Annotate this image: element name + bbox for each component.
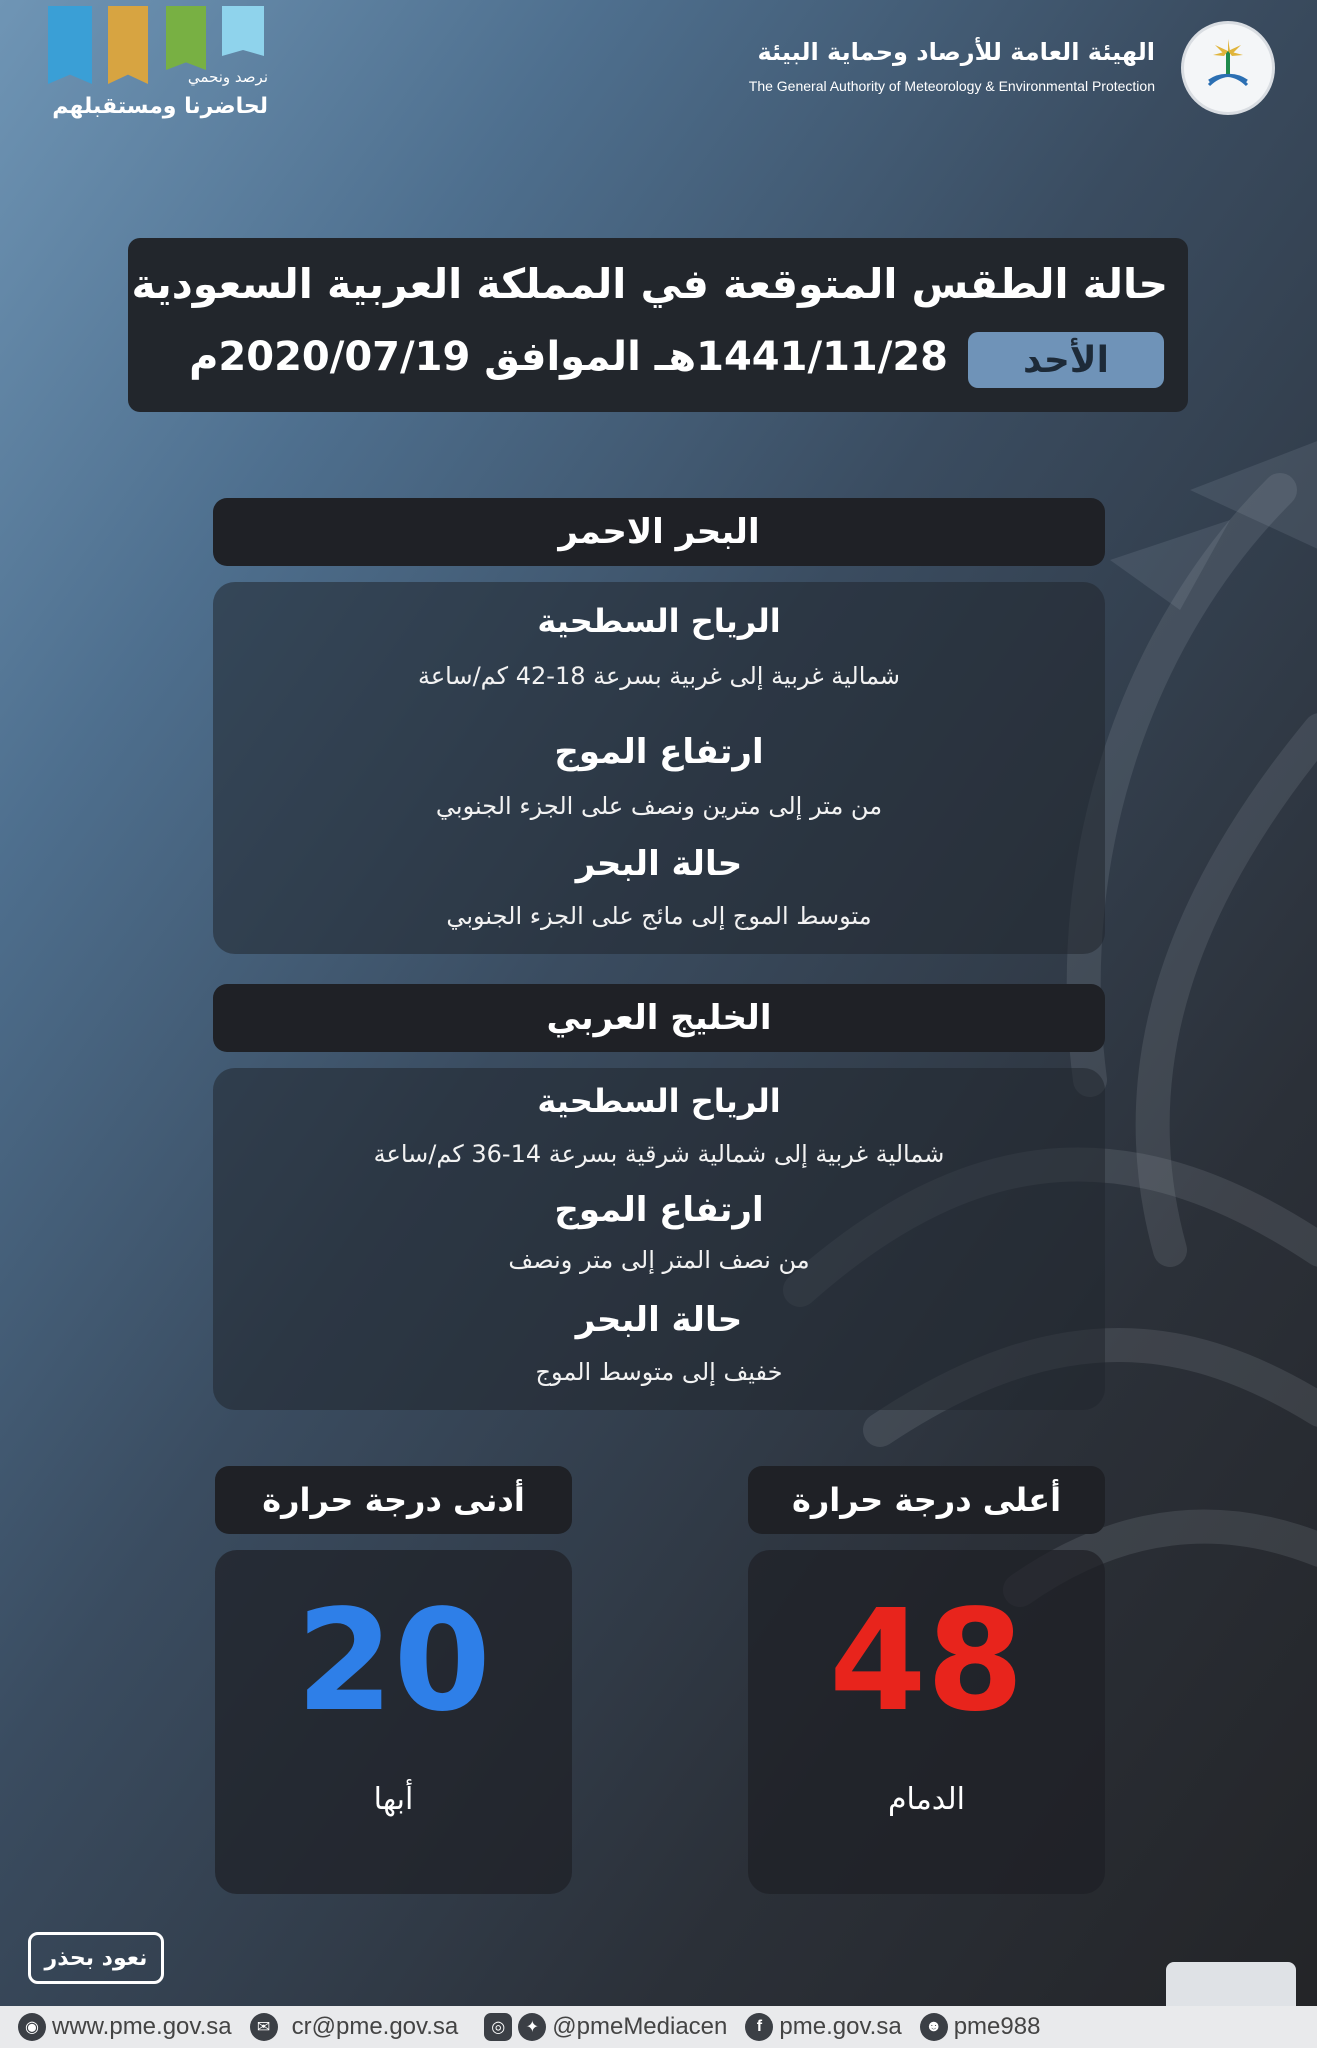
- instagram-icon: ◎: [484, 2013, 512, 2041]
- red-sea-state-label: حالة البحر: [575, 844, 743, 884]
- snapchat-text: pme988: [953, 2013, 1041, 2040]
- caution-badge-text: نعود بحذر: [44, 1945, 148, 1971]
- website-text: www.pme.gov.sa: [52, 2013, 232, 2040]
- forecast-date: 1441/11/28هـ الموافق 2020/07/19م: [189, 334, 948, 380]
- gulf-heading-bar: [213, 984, 1105, 1052]
- water-banner-icon: [48, 6, 92, 84]
- red-sea-wind-value: شمالية غربية إلى غربية بسرعة 18-42 كم/ساعة: [417, 662, 901, 690]
- min-temp-city: أبها: [373, 1782, 414, 1817]
- max-temp-value: 48: [829, 1580, 1024, 1743]
- facebook-icon: f: [745, 2013, 773, 2041]
- caution-badge: [28, 1932, 164, 1984]
- red-sea-wave-value: من متر إلى مترين ونصف على الجزء الجنوبي: [435, 792, 883, 820]
- air-banner-icon: [222, 6, 264, 56]
- max-temp-label-bar: [748, 1466, 1105, 1534]
- red-sea-wind-label: الرياح السطحية: [537, 602, 781, 640]
- footer-social[interactable]: [484, 2013, 727, 2041]
- max-temp-label: أعلى درجة حرارة: [791, 1481, 1062, 1519]
- red-sea-heading-bar: [213, 498, 1105, 566]
- min-temp-label-bar: [215, 1466, 572, 1534]
- slogan-big: لحاضرنا ومستقبلهم: [52, 94, 268, 119]
- footer-website[interactable]: [18, 2013, 232, 2041]
- red-sea-heading: البحر الاحمر: [558, 512, 760, 552]
- gulf-heading: الخليج العربي: [546, 998, 772, 1038]
- max-temp-card: [748, 1550, 1105, 1894]
- facebook-text: pme.gov.sa: [779, 2013, 902, 2040]
- day-badge: [968, 332, 1164, 388]
- footer-facebook[interactable]: [745, 2013, 901, 2041]
- palm-swords-emblem: [1193, 33, 1263, 103]
- footer-snapchat[interactable]: [920, 2013, 1041, 2041]
- gulf-state-label: حالة البحر: [575, 1300, 743, 1340]
- red-sea-wave-label: ارتفاع الموج: [554, 732, 764, 772]
- globe-icon: ◉: [18, 2013, 46, 2041]
- max-temp-city: الدمام: [887, 1782, 965, 1817]
- gulf-wind-value: شمالية غربية إلى شمالية شرقية بسرعة 14-36 كم/ساعة: [373, 1140, 945, 1168]
- min-temp-label: أدنى درجة حرارة: [262, 1481, 525, 1519]
- footer-email[interactable]: [250, 2013, 459, 2041]
- slogan-logo: [48, 6, 278, 126]
- twitter-icon: ✦: [518, 2013, 546, 2041]
- agency-name-english: The General Authority of Meteorology & Environmental Protection: [748, 78, 1155, 94]
- snapchat-icon: ☻: [920, 2013, 948, 2041]
- agency-name-arabic: الهيئة العامة للأرصاد وحماية البيئة: [757, 38, 1155, 66]
- authority-logo: [1184, 24, 1272, 112]
- slogan-small: نرصد ونحمي: [187, 68, 268, 86]
- gulf-panel: [213, 1068, 1105, 1410]
- red-sea-state-value: متوسط الموج إلى مائج على الجزء الجنوبي: [446, 902, 872, 930]
- monitoring-center-stamp: [1166, 1962, 1296, 2006]
- gulf-wind-label: الرياح السطحية: [537, 1082, 781, 1120]
- gulf-wave-value: من نصف المتر إلى متر ونصف: [508, 1246, 810, 1274]
- min-temp-value: 20: [296, 1580, 491, 1743]
- min-temp-card: [215, 1550, 572, 1894]
- plant-banner-icon: [166, 6, 206, 70]
- social-text: @pmeMediacen: [552, 2013, 728, 2040]
- mail-icon: ✉: [250, 2013, 278, 2041]
- email-text: cr@pme.gov.sa: [291, 2013, 459, 2040]
- forecast-title: حالة الطقس المتوقعة في المملكة العربية السعودية: [131, 260, 1168, 308]
- title-box: [128, 238, 1188, 412]
- gulf-state-value: خفيف إلى متوسط الموج: [535, 1358, 783, 1386]
- day-label: الأحد: [1023, 339, 1109, 381]
- gulf-wave-label: ارتفاع الموج: [554, 1190, 764, 1230]
- red-sea-panel: [213, 582, 1105, 954]
- footer-bar: [0, 2006, 1317, 2048]
